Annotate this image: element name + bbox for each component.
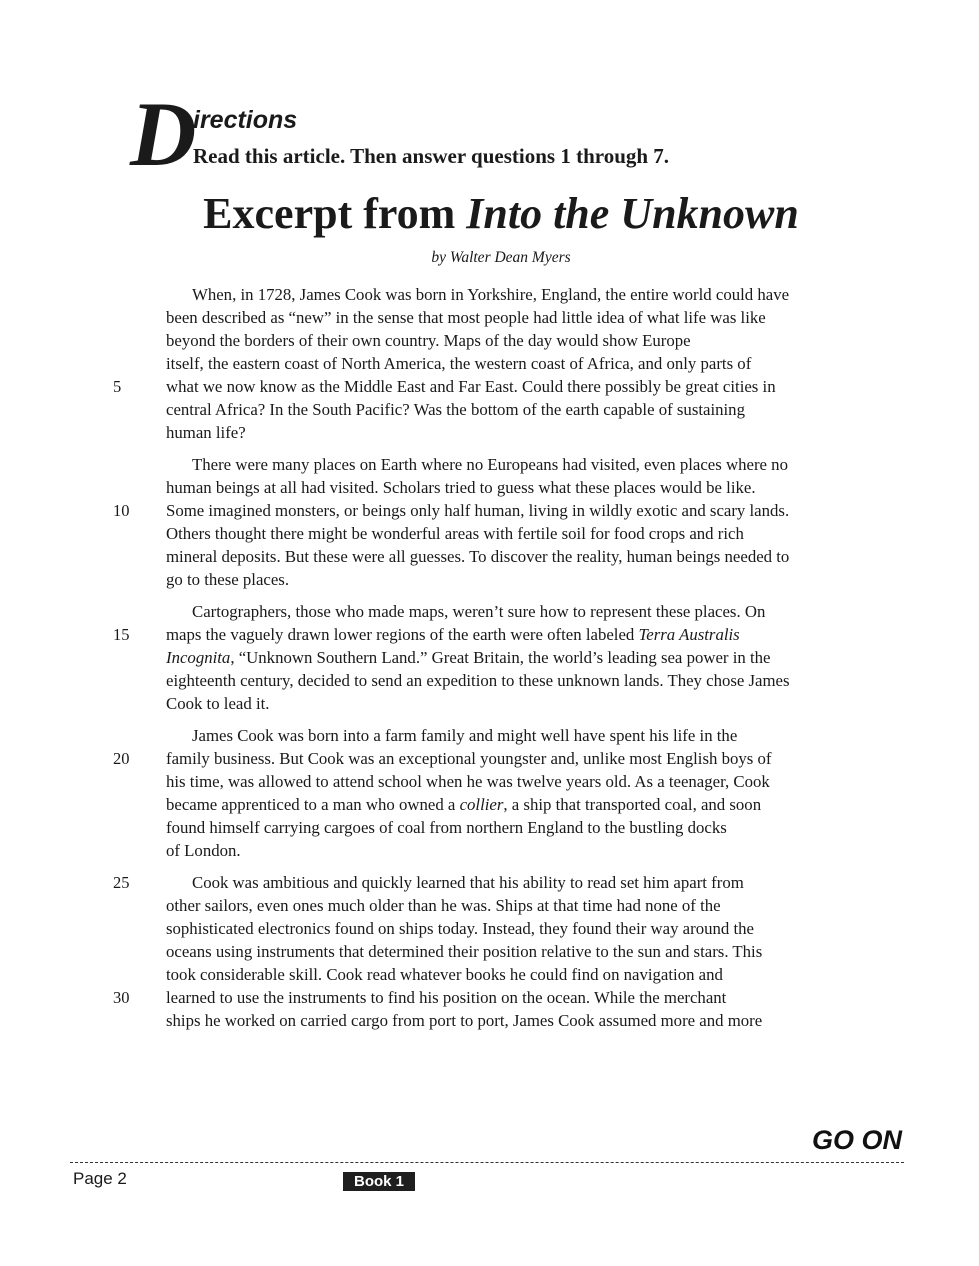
line-text: his time, was allowed to attend school when he was twelve years old. As a teenager, Cook bbox=[166, 772, 770, 791]
line-text: human beings at all had visited. Scholars tried to guess what these places would be like. bbox=[166, 478, 756, 497]
line-text: sophisticated electronics found on ships today. Instead, they found their way around the bbox=[166, 919, 754, 938]
line-text: took considerable skill. Cook read whatever books he could find on navigation and bbox=[166, 965, 723, 984]
article-byline: by Walter Dean Myers bbox=[431, 249, 571, 266]
passage-text bbox=[113, 283, 886, 1032]
passage-line bbox=[113, 747, 886, 770]
passage-paragraph bbox=[113, 724, 886, 862]
footer-divider bbox=[70, 1162, 904, 1163]
page-number: Page 2 bbox=[73, 1169, 127, 1188]
line-number: 15 bbox=[113, 625, 130, 644]
passage-line bbox=[113, 499, 886, 522]
line-number: 25 bbox=[113, 873, 130, 892]
passage-line bbox=[166, 329, 886, 352]
passage-line bbox=[113, 375, 886, 398]
italic-text: collier bbox=[459, 795, 504, 814]
line-text: Cook was ambitious and quickly learned that his ability to read set him apart from bbox=[192, 873, 744, 892]
line-number: 20 bbox=[113, 749, 130, 768]
line-text: James Cook was born into a farm family and might well have spent his life in the bbox=[192, 726, 738, 745]
line-text: other sailors, even ones much older than he was. Ships at that time had none of the bbox=[166, 896, 721, 915]
line-text: found himself carrying cargoes of coal from northern England to the bustling docks bbox=[166, 818, 727, 837]
passage-line bbox=[166, 816, 886, 839]
passage-line bbox=[166, 398, 886, 421]
passage-line bbox=[166, 545, 886, 568]
passage-paragraph bbox=[113, 600, 886, 715]
passage-line bbox=[166, 352, 886, 375]
book-badge: Book 1 bbox=[343, 1172, 415, 1191]
line-text: Some imagined monsters, or beings only half human, living in wildly exotic and scary lands. bbox=[166, 501, 790, 520]
passage-line bbox=[166, 453, 886, 476]
line-text: family business. But Cook was an exceptional youngster and, unlike most English boys of bbox=[166, 749, 772, 768]
passage-line bbox=[166, 1009, 886, 1032]
line-text: There were many places on Earth where no Europeans had visited, even places where no bbox=[192, 455, 788, 474]
go-on-label: GO ON bbox=[811, 1125, 902, 1155]
passage-line bbox=[166, 940, 886, 963]
line-text: Others thought there might be wonderful areas with fertile soil for food crops and rich bbox=[166, 524, 744, 543]
line-number: 5 bbox=[113, 377, 122, 396]
line-text: itself, the eastern coast of North America, the western coast of Africa, and only parts of bbox=[166, 354, 752, 373]
passage-line bbox=[166, 894, 886, 917]
passage-line bbox=[166, 646, 886, 669]
italic-text: Incognita bbox=[166, 648, 231, 667]
passage-line bbox=[166, 724, 886, 747]
line-text: what we now know as the Middle East and Far East. Could there possibly be great cities in bbox=[166, 377, 776, 396]
passage-line bbox=[113, 986, 886, 1009]
directions-text: Read this article. Then answer questions 1 through 7. bbox=[193, 144, 670, 168]
line-text: Cook to lead it. bbox=[166, 694, 270, 713]
line-text: eighteenth century, decided to send an expedition to these unknown lands. They chose James bbox=[166, 671, 790, 690]
line-text: human life? bbox=[166, 423, 246, 442]
article-title bbox=[0, 189, 979, 238]
article-title-prefix: Excerpt from bbox=[203, 189, 467, 238]
passage-line bbox=[166, 692, 886, 715]
article-title-italic: Into the Unknown bbox=[466, 189, 799, 238]
line-number: 30 bbox=[113, 988, 130, 1007]
passage-line bbox=[166, 568, 886, 591]
line-text: became apprenticed to a man who owned a bbox=[166, 795, 460, 814]
passage-line bbox=[113, 871, 886, 894]
line-text: oceans using instruments that determined their position relative to the sun and stars. This bbox=[166, 942, 763, 961]
line-text: central Africa? In the South Pacific? Was the bottom of the earth capable of sustaining bbox=[166, 400, 745, 419]
line-text: When, in 1728, James Cook was born in Yorkshire, England, the entire world could have bbox=[192, 285, 790, 304]
passage-paragraph bbox=[113, 871, 886, 1032]
passage-line bbox=[166, 421, 886, 444]
passage-line bbox=[166, 522, 886, 545]
directions-heading: irections bbox=[193, 106, 298, 134]
line-text: maps the vaguely drawn lower regions of the earth were often labeled bbox=[166, 625, 639, 644]
line-text: mineral deposits. But these were all guesses. To discover the reality, human beings needed to bbox=[166, 547, 790, 566]
passage-line bbox=[166, 963, 886, 986]
directions-drop-cap: D bbox=[130, 83, 197, 185]
passage-line bbox=[166, 793, 886, 816]
line-text: , “Unknown Southern Land.” Great Britain, the world’s leading sea power in the bbox=[230, 648, 771, 667]
passage-paragraph bbox=[113, 283, 886, 444]
passage-line bbox=[166, 306, 886, 329]
italic-text: Terra Australis bbox=[638, 625, 740, 644]
line-text: Cartographers, those who made maps, weren’t sure how to represent these places. On bbox=[192, 602, 766, 621]
passage-paragraph bbox=[113, 453, 886, 591]
line-text: of London. bbox=[166, 841, 241, 860]
passage-line bbox=[166, 476, 886, 499]
passage-line bbox=[113, 623, 886, 646]
line-text: been described as “new” in the sense that most people had little idea of what life was like bbox=[166, 308, 766, 327]
passage-line bbox=[166, 839, 886, 862]
passage-line bbox=[166, 669, 886, 692]
passage-line bbox=[166, 917, 886, 940]
passage-line bbox=[166, 600, 886, 623]
line-number: 10 bbox=[113, 501, 130, 520]
line-text: go to these places. bbox=[166, 570, 290, 589]
passage-line bbox=[166, 770, 886, 793]
line-text: beyond the borders of their own country. Maps of the day would show Europe bbox=[166, 331, 691, 350]
line-text: ships he worked on carried cargo from port to port, James Cook assumed more and more bbox=[166, 1011, 763, 1030]
line-text: , a ship that transported coal, and soon bbox=[503, 795, 762, 814]
line-text: learned to use the instruments to find his position on the ocean. While the merchant bbox=[166, 988, 727, 1007]
directions-block bbox=[130, 83, 830, 190]
passage-line bbox=[166, 283, 886, 306]
